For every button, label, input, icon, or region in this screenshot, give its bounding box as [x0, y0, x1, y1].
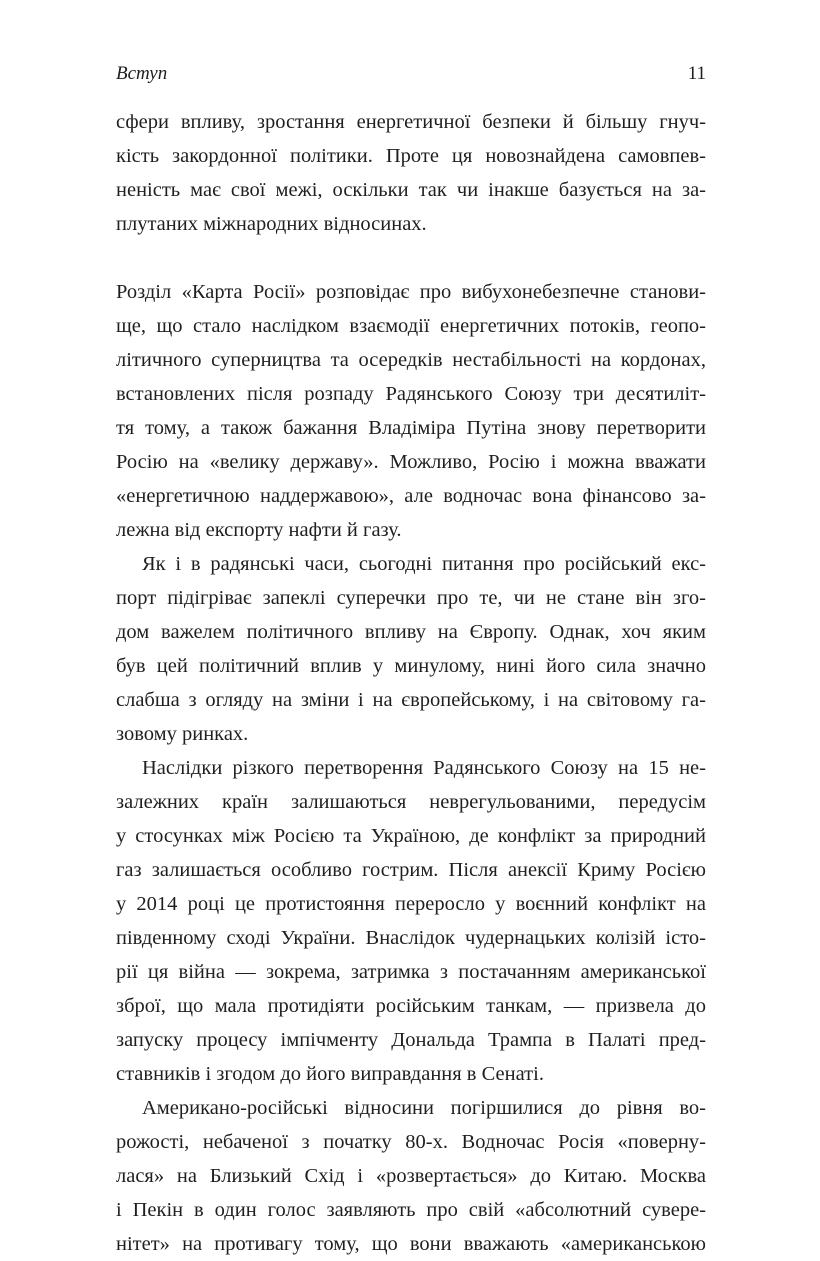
text-line: газ залишається особливо гострим. Після анексії Криму Росією: [116, 859, 706, 881]
text-line: рожості, небаченої з початку 80-х. Водночас Росія «поверну-: [116, 1131, 706, 1153]
text-line: сфери впливу, зростання енергетичної безпеки й більшу гнуч-: [116, 111, 706, 133]
text-line: Американо-російські відносини погіршилися до рівня во-: [142, 1097, 706, 1119]
text-line: встановлених після розпаду Радянського Союзу три десятиліт-: [116, 383, 706, 405]
text-line: Розділ «Карта Росії» розповідає про вибухонебезпечне станови-: [116, 281, 706, 303]
text-line: неність має свої межі, оскільки так чи інакше базується на за-: [116, 179, 706, 201]
page-number: 11: [687, 63, 706, 84]
text-line: був цей політичний вплив у минулому, нині його сила значно: [116, 655, 706, 677]
text-line: нітет» на противагу тому, що вони вважають «американською: [116, 1233, 706, 1255]
paragraph-3: [116, 547, 706, 751]
text-line: у 2014 році це протистояння переросло у воєнний конфлікт на: [116, 893, 706, 915]
text-line: літичного суперництва та осередків нестабільності на кордонах,: [116, 349, 706, 371]
text-line: плутаних міжнародних відносинах.: [116, 213, 427, 235]
paragraph-4: [116, 751, 706, 1091]
text-line: зовому ринках.: [116, 723, 249, 745]
paragraph-2: [116, 275, 706, 547]
text-line: «енергетичною наддержавою», але водночас вона фінансово за-: [116, 485, 706, 507]
text-line: південному сході України. Внаслідок чудернацьких колізій істо-: [116, 927, 706, 949]
text-line: порт підігріває запеклі суперечки про те, чи не стане він зго-: [116, 587, 706, 609]
text-line: Наслідки різкого перетворення Радянського Союзу на 15 не-: [142, 757, 706, 779]
text-line: у стосунках між Росією та Україною, де конфлікт за природний: [116, 825, 706, 847]
text-line: тя тому, а також бажання Владіміра Путіна знову перетворити: [116, 417, 706, 439]
text-line: залежних країн залишаються неврегульованими, передусім: [116, 791, 706, 813]
text-line: кість закордонної політики. Проте ця новознайдена самовпев-: [116, 145, 706, 167]
text-line: лежна від експорту нафти й газу.: [116, 519, 402, 541]
text-line: Росію на «велику державу». Можливо, Росію і можна вважати: [116, 451, 706, 473]
text-line: ще, що стало наслідком взаємодії енергетичних потоків, геопо-: [116, 315, 706, 337]
text-line: запуску процесу імпічменту Дональда Трампа в Палаті пред-: [116, 1029, 706, 1051]
paragraph-1: [116, 105, 706, 241]
text-line: дом важелем політичного впливу на Європу. Однак, хоч яким: [116, 621, 706, 643]
body-text: [116, 105, 706, 1261]
text-line: і Пекін в один голос заявляють про свій «абсолютний сувере-: [116, 1199, 706, 1221]
running-header-section-title: Вступ: [116, 63, 168, 84]
running-header: [116, 62, 706, 86]
text-line: рії ця війна — зокрема, затримка з постачанням американської: [116, 961, 706, 983]
text-line: слабша з огляду на зміни і на європейському, і на світовому га-: [116, 689, 706, 711]
paragraph-5: [116, 1091, 706, 1261]
text-line: Як і в радянські часи, сьогодні питання про російський екс-: [142, 553, 706, 575]
text-line: ставників і згодом до його виправдання в Сенаті.: [116, 1063, 544, 1085]
text-line: лася» на Близький Схід і «розвертається» до Китаю. Москва: [116, 1165, 706, 1187]
text-line: зброї, що мала протидіяти російським танкам, — призвела до: [116, 995, 706, 1017]
